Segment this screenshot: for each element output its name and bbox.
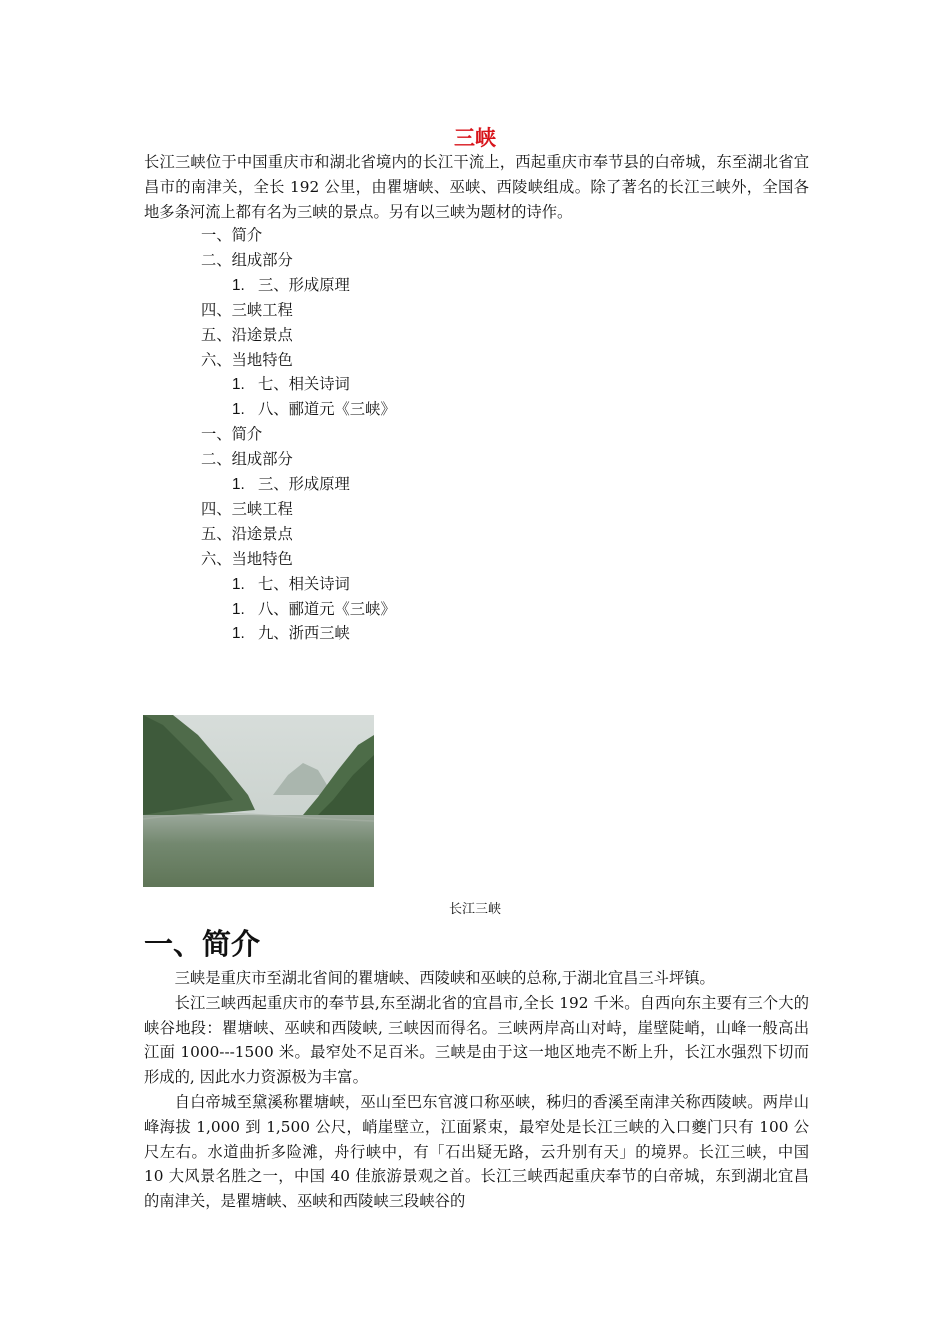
toc-item-number: 1.	[232, 401, 245, 419]
toc-item[interactable]	[232, 599, 396, 620]
toc-item[interactable]	[201, 250, 293, 270]
toc-item-number: 1.	[232, 376, 245, 394]
document-title: 三峡	[454, 126, 496, 150]
toc-item-number: 1.	[232, 476, 245, 493]
section-heading: 一、简介	[144, 927, 261, 961]
body-paragraph: 三峡是重庆市至湖北省间的瞿塘峡、西陵峡和巫峡的总称,于湖北宜昌三斗坪镇。	[174, 969, 715, 987]
toc-item-label: 六、当地特色	[201, 350, 293, 369]
section-body	[144, 966, 809, 1214]
toc-item-number: 1.	[232, 575, 245, 593]
toc-item-label: 四、三峡工程	[201, 300, 293, 319]
toc-item-label: 一、简介	[201, 226, 263, 244]
toc-item[interactable]	[201, 524, 293, 544]
toc-item[interactable]	[201, 225, 262, 245]
toc-item[interactable]	[201, 325, 293, 345]
toc-item-label: 二、组成部分	[201, 250, 293, 269]
toc-item-label: 七、相关诗词	[258, 574, 350, 593]
toc-item-label: 二、组成部分	[201, 450, 293, 469]
toc-item[interactable]	[232, 374, 350, 395]
toc-item-label: 六、当地特色	[201, 549, 293, 568]
toc-item[interactable]	[232, 275, 350, 296]
body-paragraph: 自白帝城至黛溪称瞿塘峡，巫山至巴东官渡口称巫峡，秭归的香溪至南津关称西陵峡。两岸山峰海拔 1,000 到 1,500 公尺，峭崖壁立，江面紧束，最窄处是长江三峡的入口夔门只有 100 公尺左右。水道曲折多险滩，舟行峡中，有「石出疑无路，云升别有天」的境界。长江三峡，中国 10 大风景名胜之一，中国 40 佳旅游景观之首。长江三峡西起重庆奉节的白帝城，东到湖北宜昌的南津关，是瞿塘峡、巫峡和西陵峡三段峡谷的	[144, 1092, 809, 1211]
toc-item-label: 八、郦道元《三峡》	[258, 400, 396, 419]
toc-item[interactable]	[232, 399, 396, 420]
toc-item-label: 三、形成原理	[258, 475, 350, 493]
toc-item[interactable]	[232, 574, 350, 595]
toc-item-number: 1.	[232, 625, 245, 643]
toc-item-label: 四、三峡工程	[201, 499, 293, 518]
toc-item-number: 1.	[232, 276, 245, 294]
toc-item[interactable]	[232, 474, 350, 495]
toc-item-number: 1.	[232, 600, 245, 618]
toc-item[interactable]	[201, 350, 293, 370]
body-paragraph: 长江三峡西起重庆市的奉节县,东至湖北省的宜昌市,全长 192 千米。自西向东主要有三个大的峡谷地段：瞿塘峡、巫峡和西陵峡, 三峡因而得名。三峡两岸高山对峙，崖壁陡峭，山峰一般高出江面 1000---1500 米。最窄处不足百米。三峡是由于这一地区地壳不断上升，长江水强烈下切而形成的, 因此水力资源极为丰富。	[144, 993, 809, 1087]
toc-item-label: 八、郦道元《三峡》	[258, 599, 396, 618]
toc-item-label: 七、相关诗词	[258, 375, 350, 394]
toc-item[interactable]	[201, 449, 293, 469]
toc-item[interactable]	[232, 623, 350, 644]
figure-caption: 长江三峡	[448, 902, 501, 917]
toc-item-label: 一、简介	[201, 425, 263, 444]
toc-item-label: 九、浙西三峡	[258, 624, 350, 643]
toc-item-label: 五、沿途景点	[201, 325, 293, 344]
toc-item[interactable]	[201, 549, 293, 569]
toc-item-label: 五、沿途景点	[201, 524, 293, 543]
toc-item-label: 三、形成原理	[258, 275, 350, 294]
toc-item[interactable]	[201, 424, 262, 444]
intro-paragraph: 长江三峡位于中国重庆市和湖北省境内的长江干流上，西起重庆市奉节县的白帝城，东至湖北省宜昌市的南津关，全长 192 公里，由瞿塘峡、巫峡、西陵峡组成。除了著名的长江三峡外，全国各地多条河流上都有名为三峡的景点。另有以三峡为题材的诗作。	[144, 153, 809, 221]
toc-item[interactable]	[201, 499, 293, 519]
toc-item[interactable]	[201, 300, 293, 320]
three-gorges-photo	[143, 715, 374, 887]
